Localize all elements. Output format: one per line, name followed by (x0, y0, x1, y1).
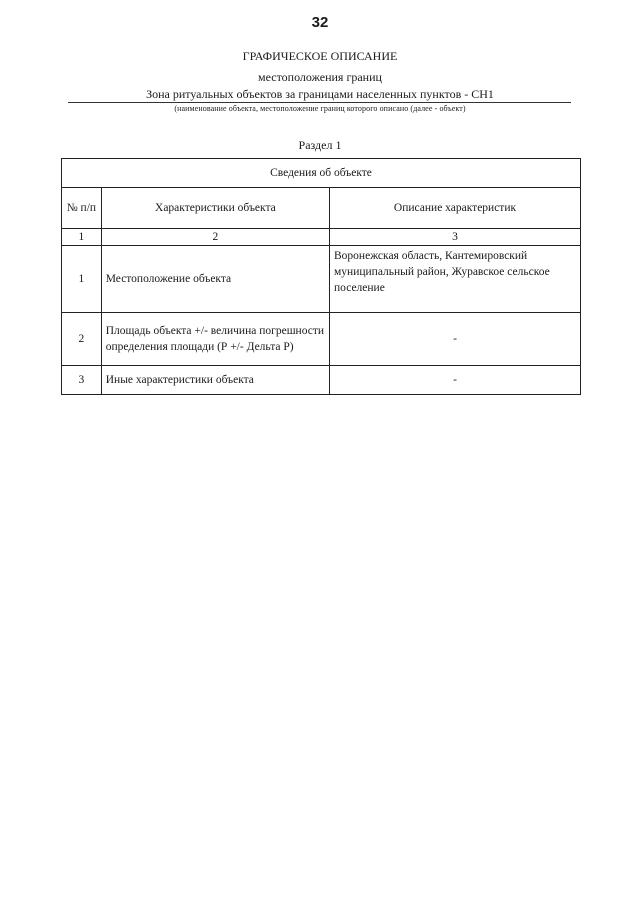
column-number-3: 3 (330, 229, 581, 246)
zone-caption: (наименование объекта, местоположение границ которого описано (далее - объект) (174, 104, 466, 113)
page-number: 32 (311, 14, 329, 31)
column-number-2: 2 (101, 229, 329, 246)
header-num: № п/п (62, 188, 102, 229)
row-description: Воронежская область, Кантемировский муниципальный район, Журавское сельское поселение (330, 246, 581, 313)
row-characteristic: Иные характеристики объекта (101, 366, 329, 395)
zone-underline (68, 102, 571, 103)
table-header-row (62, 188, 581, 229)
column-number-1: 1 (62, 229, 102, 246)
row-characteristic: Местоположение объекта (101, 246, 329, 313)
zone-name: Зона ритуальных объектов за границами населенных пунктов - СН1 (146, 87, 494, 101)
table-caption-row (62, 159, 581, 188)
table-column-numbers-row (62, 229, 581, 246)
section-title: Раздел 1 (298, 138, 342, 152)
row-num: 3 (62, 366, 102, 395)
header-characteristic: Характеристики объекта (101, 188, 329, 229)
row-num: 1 (62, 246, 102, 313)
table-caption: Сведения об объекте (62, 159, 581, 188)
object-info-table (61, 158, 581, 395)
document-title: ГРАФИЧЕСКОЕ ОПИСАНИЕ (242, 49, 398, 63)
table-row (62, 246, 581, 313)
row-characteristic: Площадь объекта +/- величина погрешности определения площади (Р +/- Дельта Р) (101, 313, 329, 366)
table-row (62, 313, 581, 366)
row-description: - (330, 313, 581, 366)
header-description: Описание характеристик (330, 188, 581, 229)
table-row (62, 366, 581, 395)
row-description: - (330, 366, 581, 395)
document-subtitle: местоположения границ (258, 70, 382, 84)
row-num: 2 (62, 313, 102, 366)
